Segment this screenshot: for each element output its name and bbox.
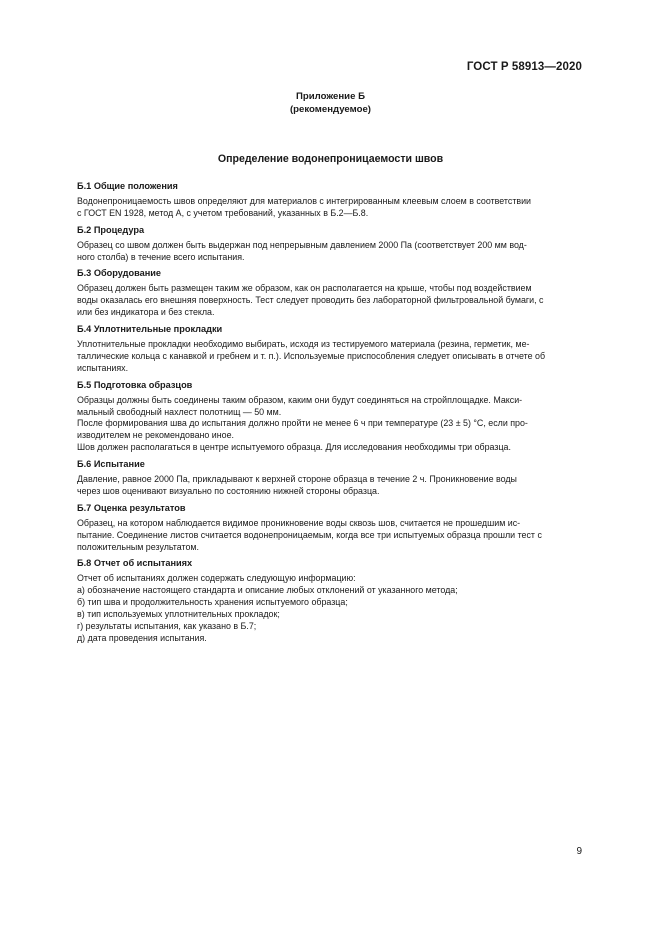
text-line: пытание. Соединение листов считается водонепроницаемым, когда все три испытуемых образца прошли тест с bbox=[77, 529, 542, 540]
text-line: через шов оценивают визуально по состоянию нижней стороны образца. bbox=[77, 485, 380, 496]
text-line: испытаниях. bbox=[77, 362, 129, 373]
standard-code: ГОСТ Р 58913—2020 bbox=[466, 61, 582, 73]
section bbox=[77, 503, 583, 554]
annex-subtitle: (рекомендуемое) bbox=[289, 104, 371, 115]
list-item: а) обозначение настоящего стандарта и описание любых отклонений от указанного метода; bbox=[77, 585, 458, 596]
paragraph bbox=[77, 518, 583, 554]
text-line: Шов должен располагаться в центре испытуемого образца. Для исследования необходимы три образца. bbox=[77, 442, 511, 453]
text-line: Образец со швом должен быть выдержан под непрерывным давлением 2000 Па (соответствует 200 мм вод- bbox=[77, 239, 527, 250]
section-heading: Б.6 Испытание bbox=[77, 459, 145, 470]
text-line: мальный свободный нахлест полотнищ — 50 мм. bbox=[77, 406, 282, 417]
section-heading: Б.8 Отчет об испытаниях bbox=[77, 558, 193, 569]
list-item: в) тип используемых уплотнительных прокладок; bbox=[77, 609, 280, 620]
text-line: изводителем не рекомендовано иное. bbox=[77, 430, 235, 441]
paragraph bbox=[77, 240, 583, 264]
text-line: Образцы должны быть соединены таким образом, каким они будут соединяться на стройплощадке. Макси- bbox=[77, 394, 523, 405]
text-line: таллические кольца с канавкой и гребнем и т. п.). Используемые приспособления следует описывать в отчете об bbox=[77, 350, 546, 361]
text-line: Водонепроницаемость швов определяют для материалов с интегрированным клеевым слоем в соответствии bbox=[77, 195, 532, 206]
section bbox=[77, 225, 583, 264]
list-item: д) дата проведения испытания. bbox=[77, 632, 207, 643]
section-heading: Б.5 Подготовка образцов bbox=[77, 379, 193, 390]
document-title: Определение водонепроницаемости швов bbox=[217, 153, 444, 165]
section-heading: Б.4 Уплотнительные прокладки bbox=[77, 324, 223, 335]
text-line: Образец, на котором наблюдается видимое проникновение воды сквозь шов, считается не прошедшим ис- bbox=[77, 517, 521, 528]
text-line: воды оказалась его внешняя поверхность. Тест следует проводить без лабораторной фильтровальной бумаги, с bbox=[77, 295, 544, 306]
text-line: положительным результатом. bbox=[77, 541, 199, 552]
text-line: Отчет об испытаниях должен содержать следующую информацию: bbox=[77, 573, 356, 584]
section-heading: Б.3 Оборудование bbox=[77, 268, 162, 279]
section bbox=[77, 380, 583, 454]
section bbox=[77, 268, 583, 319]
text-line: Образец должен быть размещен таким же образом, как он располагается на крыше, чтобы под воздействием bbox=[77, 283, 532, 294]
section-heading: Б.2 Процедура bbox=[77, 224, 145, 235]
annex-title: Приложение Б bbox=[296, 91, 365, 102]
paragraph bbox=[77, 573, 583, 585]
section-heading: Б.1 Общие положения bbox=[77, 181, 178, 191]
document-body bbox=[77, 181, 583, 650]
text-line: Давление, равное 2000 Па, прикладывают к верхней стороне образца в течение 2 ч. Проникновение воды bbox=[77, 474, 517, 485]
paragraph bbox=[77, 442, 583, 454]
text-line: После формирования шва до испытания должно пройти не менее 6 ч при температуре (23 ± 5) °С, если про- bbox=[77, 418, 528, 429]
section-heading: Б.7 Оценка результатов bbox=[77, 502, 186, 513]
paragraph bbox=[77, 283, 583, 319]
paragraph bbox=[77, 196, 583, 220]
section bbox=[77, 459, 583, 498]
page-number: 9 bbox=[576, 846, 582, 857]
paragraph bbox=[77, 395, 583, 419]
paragraph bbox=[77, 339, 583, 375]
section bbox=[77, 324, 583, 375]
paragraph bbox=[77, 474, 583, 498]
section bbox=[77, 558, 583, 644]
section bbox=[77, 181, 583, 220]
text-line: ного столба) в течение всего испытания. bbox=[77, 251, 245, 262]
list-item: г) результаты испытания, как указано в Б.7; bbox=[77, 621, 257, 631]
text-line: или без индикатора и без стекла. bbox=[77, 307, 215, 318]
text-line: с ГОСТ EN 1928, метод А, с учетом требований, указанных в Б.2—Б.8. bbox=[77, 207, 369, 218]
list-item: б) тип шва и продолжительность хранения испытуемого образца; bbox=[77, 597, 348, 608]
text-line: Уплотнительные прокладки необходимо выбирать, исходя из тестируемого материала (резина, герметик, ме- bbox=[77, 338, 530, 349]
paragraph bbox=[77, 418, 583, 442]
